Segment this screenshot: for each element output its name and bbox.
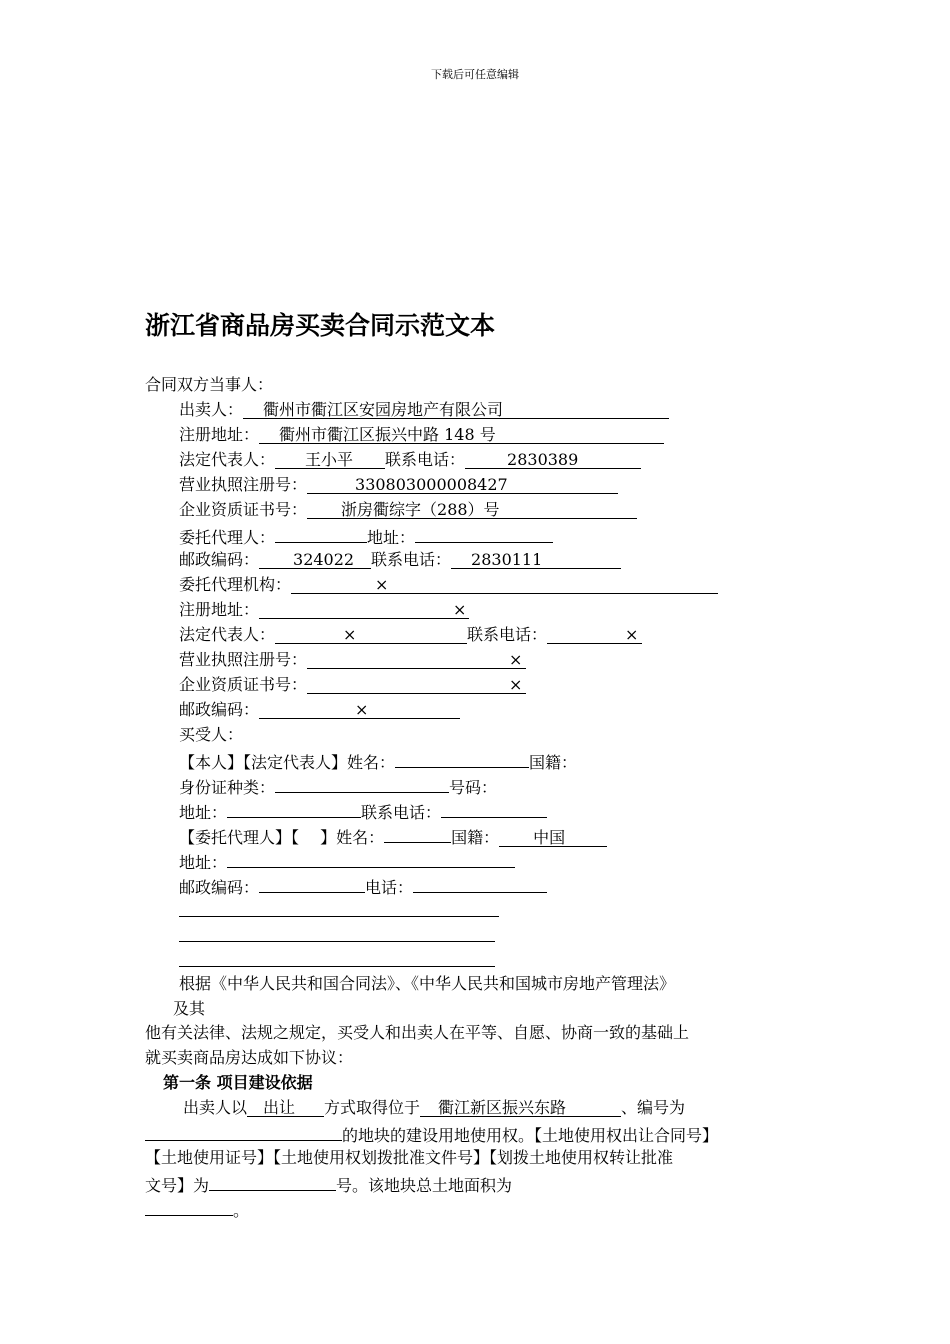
buyer-addr2-field[interactable] — [227, 850, 515, 868]
agency-legal-rep-row: 法定代表人： × 联系电话： × — [179, 625, 642, 645]
seller-name-row: 出卖人： 衢州市衢江区安园房地产有限公司 — [179, 400, 669, 420]
land-area-field[interactable] — [145, 1198, 233, 1216]
agency-org-field[interactable]: × — [291, 576, 718, 594]
seller-phone-field[interactable]: 2830389 — [465, 451, 641, 469]
agency-license-row: 营业执照注册号： × — [179, 650, 526, 670]
article-1-line-5: 。 — [145, 1198, 249, 1221]
seller-name-field[interactable]: 衢州市衢江区安园房地产有限公司 — [243, 401, 669, 419]
buyer-addr-field[interactable] — [227, 800, 361, 818]
agency-postcode-field[interactable]: × — [259, 701, 460, 719]
agency-qual-row: 企业资质证书号： × — [179, 675, 526, 695]
blank-line-2[interactable] — [179, 924, 495, 947]
preamble-line-4: 就买卖商品房达成如下协议： — [145, 1048, 354, 1067]
acquire-method-field[interactable]: 出让 — [247, 1099, 324, 1117]
seller-agent-field[interactable] — [275, 525, 367, 543]
seller-postcode-field[interactable]: 324022 — [259, 551, 371, 569]
approval-doc-number-field[interactable] — [209, 1173, 336, 1191]
seller-license-field[interactable]: 330803000008427 — [307, 476, 618, 494]
preamble-line-2: 及其 — [173, 999, 206, 1018]
seller-agent-addr-field[interactable] — [415, 525, 553, 543]
buyer-postcode-field[interactable] — [259, 875, 365, 893]
buyer-phone-field[interactable] — [441, 800, 547, 818]
buyer-tel-field[interactable] — [413, 875, 547, 893]
buyer-id-type-field[interactable] — [275, 775, 449, 793]
agency-qual-field[interactable]: × — [307, 676, 526, 694]
agency-reg-addr-row: 注册地址： × — [179, 600, 469, 620]
seller-qual-row: 企业资质证书号： 浙房衢综字（288）号 — [179, 500, 637, 520]
buyer-addr2-row: 地址： — [179, 850, 515, 873]
blank-line-3[interactable] — [179, 949, 495, 972]
agency-reg-addr-field[interactable]: × — [259, 601, 469, 619]
article-1-line-2: 的地块的建设用地使用权。【土地使用权出让合同号】 — [145, 1123, 718, 1146]
seller-legal-rep-row: 法定代表人： 王小平 联系电话： 2830389 — [179, 450, 641, 470]
preamble-line-3: 他有关法律、法规之规定，买受人和出卖人在平等、自愿、协商一致的基础上 — [145, 1023, 690, 1042]
buyer-agent-row: 【委托代理人】【 】姓名： 国籍： 中国 — [179, 825, 607, 848]
parties-label: 合同双方当事人： — [145, 375, 274, 394]
agency-org-row: 委托代理机构： × — [179, 575, 718, 595]
seller-agent-row: 委托代理人： 地址： — [179, 525, 553, 548]
blank-line-1[interactable] — [179, 899, 499, 922]
page-title: 浙江省商品房买卖合同示范文本 — [145, 311, 496, 340]
article-1-line-4: 文号】为 号。该地块总土地面积为 — [145, 1173, 512, 1196]
seller-qual-field[interactable]: 浙房衢综字（288）号 — [307, 501, 637, 519]
header-note: 下载后可任意编辑 — [431, 68, 519, 81]
seller-legal-rep-field[interactable]: 王小平 — [275, 451, 385, 469]
agency-license-field[interactable]: × — [307, 651, 526, 669]
seller-reg-addr-field[interactable]: 衢州市衢江区振兴中路 148 号 — [259, 426, 664, 444]
seller-phone2-field[interactable]: 2830111 — [451, 551, 621, 569]
buyer-postcode-row: 邮政编码： 电话： — [179, 875, 547, 898]
buyer-addr-row: 地址： 联系电话： — [179, 800, 547, 823]
preamble-line-1: 根据《中华人民共和国合同法》、《中华人民共和国城市房地产管理法》 — [179, 974, 676, 993]
seller-license-row: 营业执照注册号： 330803000008427 — [179, 475, 618, 495]
agency-legal-rep-field[interactable]: × — [275, 626, 467, 644]
buyer-name-row: 【本人】【法定代表人】姓名： 国籍： — [179, 750, 577, 773]
buyer-label: 买受人： — [179, 725, 244, 744]
buyer-name-field[interactable] — [395, 750, 529, 768]
location-field[interactable]: 衢江新区振兴东路 — [420, 1099, 621, 1117]
parcel-number-field[interactable] — [145, 1123, 342, 1141]
seller-postcode-row: 邮政编码： 324022 联系电话： 2830111 — [179, 550, 621, 570]
agency-phone-field[interactable]: × — [547, 626, 642, 644]
agency-postcode-row: 邮政编码： × — [179, 700, 460, 720]
buyer-agent-name-field[interactable] — [384, 825, 451, 843]
seller-reg-addr-row: 注册地址： 衢州市衢江区振兴中路 148 号 — [179, 425, 664, 445]
article-1-line-3: 【土地使用证号】【土地使用权划拨批准文件号】【划拨土地使用权转让批准 — [145, 1148, 674, 1167]
article-1-line-1: 出卖人以 出让 方式取得位于 衢江新区振兴东路 、编号为 — [183, 1098, 686, 1117]
buyer-agent-nationality-field[interactable]: 中国 — [499, 829, 607, 847]
buyer-id-row: 身份证种类： 号码： — [179, 775, 497, 798]
article-1-heading: 第一条 项目建设依据 — [163, 1073, 313, 1092]
